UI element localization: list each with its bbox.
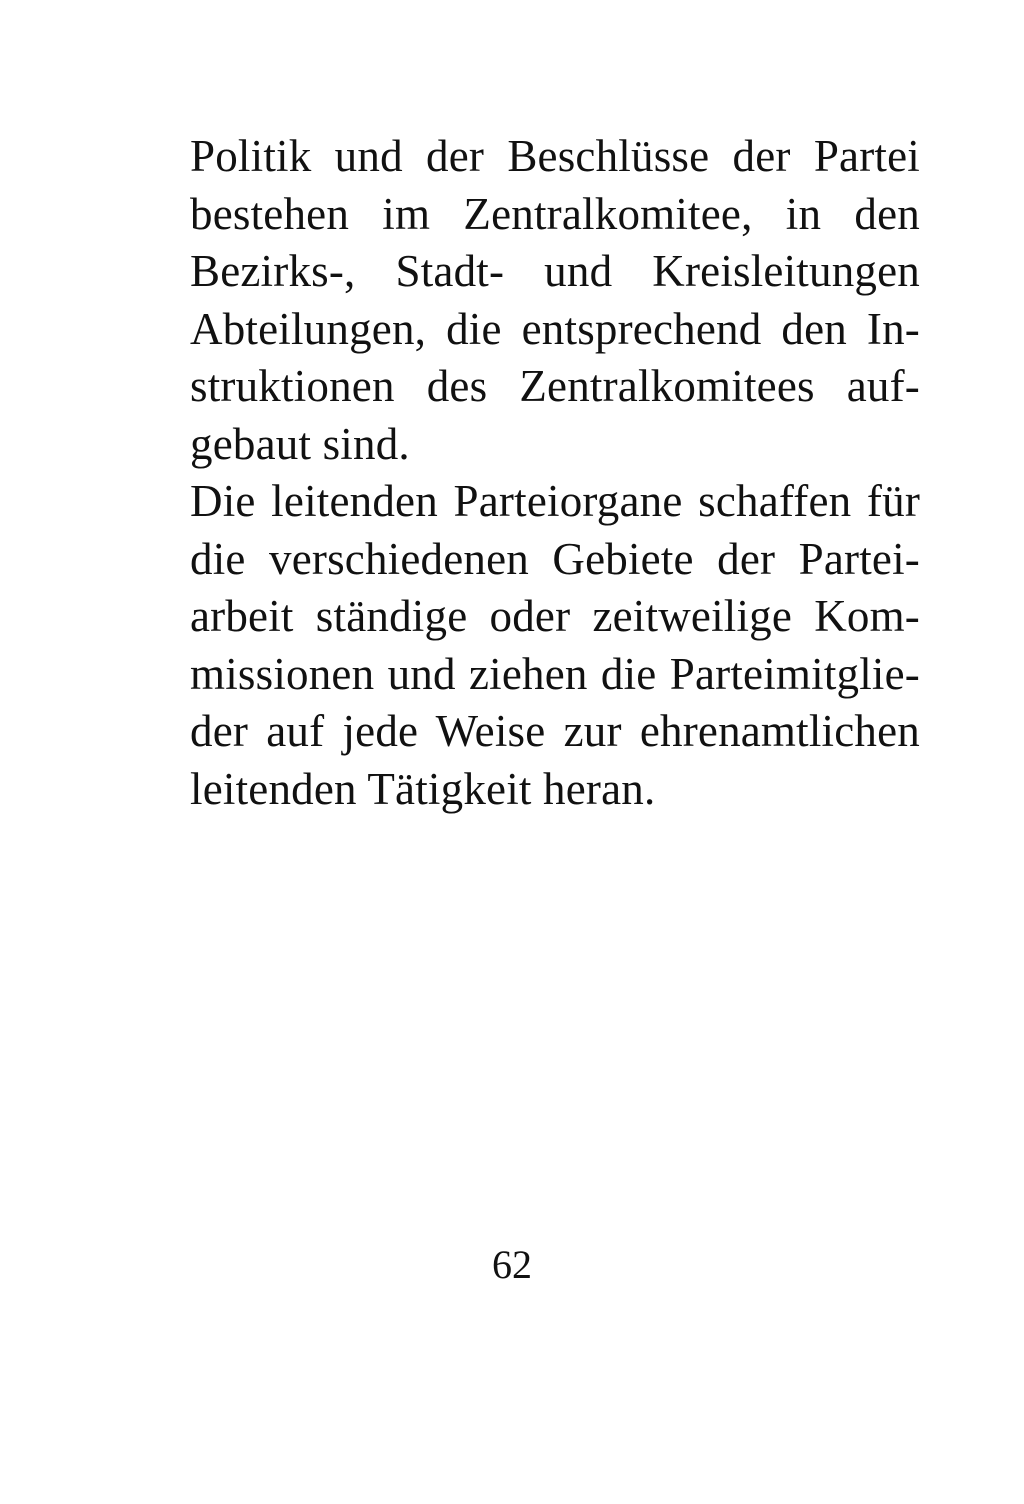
text-line: Abteilungen, die entsprechend den In- — [190, 303, 920, 354]
text-line: der auf jede Weise zur ehrenamtlichen — [190, 706, 920, 756]
body-text — [190, 128, 920, 818]
page-number: 62 — [492, 1242, 532, 1287]
text-line: missionen und ziehen die Parteimitglie- — [190, 648, 920, 699]
text-line: Die leitenden Parteiorgane schaffen für — [190, 476, 920, 526]
text-line: leitenden Tätigkeit heran. — [190, 763, 656, 814]
text-line: Bezirks-, Stadt- und Kreisleitungen — [190, 246, 920, 296]
text-line: arbeit ständige oder zeitweilige Kom- — [190, 591, 920, 641]
text-line: bestehen im Zentralkomitee, in den — [190, 188, 920, 239]
text-line: struktionen des Zentralkomitees auf- — [190, 361, 920, 411]
text-line: gebaut sind. — [190, 418, 410, 469]
paragraph-2 — [190, 473, 920, 818]
text-line: Politik und der Beschlüsse der Partei — [190, 131, 920, 181]
paragraph-1 — [190, 128, 920, 473]
text-line: die verschiedenen Gebiete der Partei- — [190, 533, 920, 584]
